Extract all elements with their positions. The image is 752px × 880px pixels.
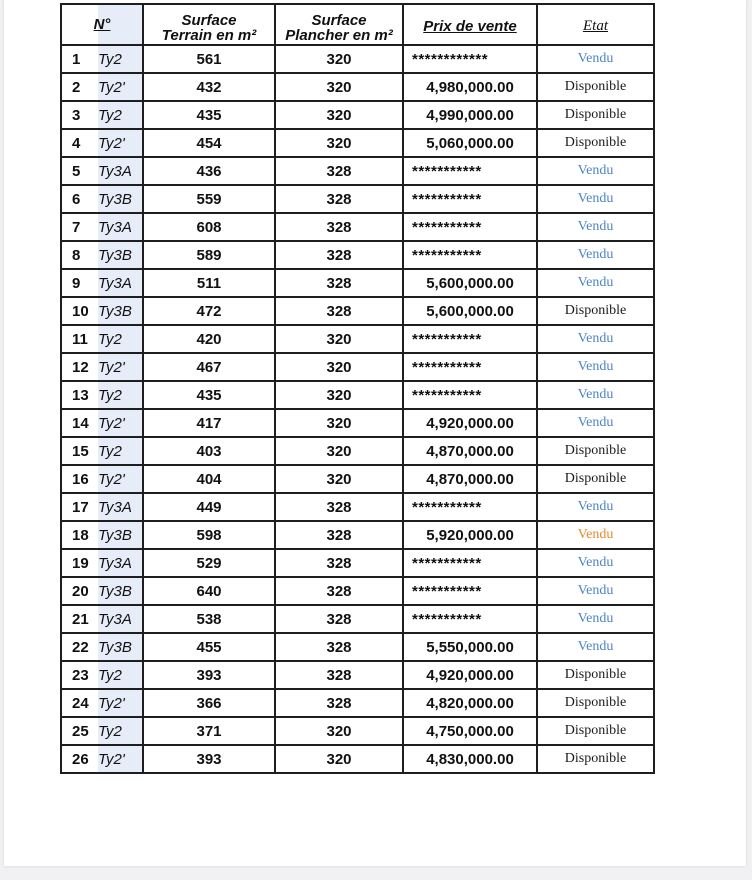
lot-type: Ty3B <box>98 190 132 208</box>
lot-number: 14 <box>72 414 89 432</box>
status-cell: Vendu <box>537 549 654 577</box>
terrain-cell: 511 <box>143 269 275 297</box>
lot-cell <box>61 689 143 717</box>
terrain-cell: 436 <box>143 157 275 185</box>
lot-number: 9 <box>72 274 81 292</box>
status-cell: Vendu <box>537 493 654 521</box>
lots-table <box>60 3 655 774</box>
lot-number: 18 <box>72 526 89 544</box>
terrain-cell: 455 <box>143 633 275 661</box>
header-terrain-line1: Surface <box>181 12 237 29</box>
lot-type: Ty2 <box>98 442 122 460</box>
terrain-cell: 403 <box>143 437 275 465</box>
lot-type: Ty2' <box>98 750 125 768</box>
lot-number: 5 <box>72 162 81 180</box>
lot-cell <box>61 493 143 521</box>
lot-type: Ty3A <box>98 218 132 236</box>
plancher-cell: 328 <box>275 661 403 689</box>
status-cell: Disponible <box>537 73 654 101</box>
plancher-cell: 328 <box>275 241 403 269</box>
plancher-cell: 328 <box>275 689 403 717</box>
lot-number: 25 <box>72 722 89 740</box>
lot-number: 3 <box>72 106 81 124</box>
lot-type: Ty2 <box>98 50 122 68</box>
status-cell: Disponible <box>537 129 654 157</box>
header-plancher <box>275 4 403 45</box>
status-cell: Vendu <box>537 45 654 73</box>
table-row <box>61 409 654 437</box>
document-page <box>4 0 746 866</box>
status-cell: Disponible <box>537 745 654 773</box>
lot-type: Ty3B <box>98 582 132 600</box>
lot-number: 13 <box>72 386 89 404</box>
table-row <box>61 381 654 409</box>
lot-cell <box>61 437 143 465</box>
lot-cell <box>61 409 143 437</box>
lot-cell <box>61 577 143 605</box>
plancher-cell: 320 <box>275 437 403 465</box>
price-cell: *********** <box>403 213 537 241</box>
lot-number: 1 <box>72 50 81 68</box>
header-terrain-line2: Terrain en m² <box>161 27 257 44</box>
terrain-cell: 393 <box>143 661 275 689</box>
lot-number: 10 <box>72 302 89 320</box>
lot-number: 4 <box>72 134 81 152</box>
table-row <box>61 633 654 661</box>
plancher-cell: 320 <box>275 353 403 381</box>
lot-cell <box>61 101 143 129</box>
lot-cell <box>61 353 143 381</box>
status-cell: Disponible <box>537 689 654 717</box>
lot-cell <box>61 213 143 241</box>
lot-number: 17 <box>72 498 89 516</box>
status-cell: Vendu <box>537 241 654 269</box>
plancher-cell: 320 <box>275 325 403 353</box>
lot-number: 2 <box>72 78 81 96</box>
price-cell: *********** <box>403 157 537 185</box>
lot-type: Ty2 <box>98 666 122 684</box>
table-header-row <box>61 4 654 45</box>
lot-cell <box>61 45 143 73</box>
plancher-cell: 320 <box>275 101 403 129</box>
price-cell: 4,920,000.00 <box>403 409 537 437</box>
lot-type: Ty2 <box>98 330 122 348</box>
status-cell: Vendu <box>537 269 654 297</box>
price-cell: 4,990,000.00 <box>403 101 537 129</box>
table-row <box>61 325 654 353</box>
lot-cell <box>61 241 143 269</box>
table-row <box>61 521 654 549</box>
price-cell: 4,820,000.00 <box>403 689 537 717</box>
table-row <box>61 353 654 381</box>
plancher-cell: 328 <box>275 185 403 213</box>
status-cell: Vendu <box>537 605 654 633</box>
plancher-cell: 328 <box>275 297 403 325</box>
lot-type: Ty2' <box>98 78 125 96</box>
terrain-cell: 538 <box>143 605 275 633</box>
plancher-cell: 320 <box>275 45 403 73</box>
lot-number: 24 <box>72 694 89 712</box>
price-cell: 4,980,000.00 <box>403 73 537 101</box>
lot-type: Ty3B <box>98 526 132 544</box>
plancher-cell: 328 <box>275 605 403 633</box>
table-row <box>61 269 654 297</box>
lot-cell <box>61 661 143 689</box>
plancher-cell: 328 <box>275 157 403 185</box>
lot-type: Ty2' <box>98 414 125 432</box>
plancher-cell: 328 <box>275 633 403 661</box>
price-cell: 5,060,000.00 <box>403 129 537 157</box>
lot-cell <box>61 129 143 157</box>
table-row <box>61 297 654 325</box>
status-cell: Disponible <box>537 661 654 689</box>
terrain-cell: 432 <box>143 73 275 101</box>
price-cell: 4,750,000.00 <box>403 717 537 745</box>
table-row <box>61 437 654 465</box>
status-cell: Vendu <box>537 409 654 437</box>
terrain-cell: 467 <box>143 353 275 381</box>
price-cell: *********** <box>403 493 537 521</box>
lot-number: 12 <box>72 358 89 376</box>
lot-type: Ty2' <box>98 358 125 376</box>
lot-number: 6 <box>72 190 81 208</box>
lot-type: Ty2' <box>98 134 125 152</box>
status-cell: Vendu <box>537 633 654 661</box>
terrain-cell: 449 <box>143 493 275 521</box>
lot-cell <box>61 521 143 549</box>
price-cell: *********** <box>403 381 537 409</box>
header-prix: Prix de vente <box>403 4 537 45</box>
lot-number: 23 <box>72 666 89 684</box>
terrain-cell: 589 <box>143 241 275 269</box>
lot-type: Ty2' <box>98 470 125 488</box>
terrain-cell: 404 <box>143 465 275 493</box>
lot-cell <box>61 605 143 633</box>
table-row <box>61 549 654 577</box>
price-cell: 4,920,000.00 <box>403 661 537 689</box>
table-row <box>61 661 654 689</box>
status-cell: Vendu <box>537 213 654 241</box>
lot-type: Ty2 <box>98 386 122 404</box>
status-cell: Vendu <box>537 325 654 353</box>
header-num: N° <box>61 4 143 45</box>
terrain-cell: 608 <box>143 213 275 241</box>
table-row <box>61 493 654 521</box>
price-cell: *********** <box>403 185 537 213</box>
lot-type: Ty3A <box>98 554 132 572</box>
lot-type: Ty3A <box>98 610 132 628</box>
lot-cell <box>61 633 143 661</box>
terrain-cell: 454 <box>143 129 275 157</box>
price-cell: *********** <box>403 241 537 269</box>
table-row <box>61 689 654 717</box>
lot-cell <box>61 717 143 745</box>
table-row <box>61 101 654 129</box>
lot-number: 15 <box>72 442 89 460</box>
lot-number: 19 <box>72 554 89 572</box>
terrain-cell: 393 <box>143 745 275 773</box>
price-cell: 5,550,000.00 <box>403 633 537 661</box>
terrain-cell: 371 <box>143 717 275 745</box>
lot-type: Ty3B <box>98 302 132 320</box>
status-cell: Vendu <box>537 577 654 605</box>
table-row <box>61 45 654 73</box>
plancher-cell: 320 <box>275 73 403 101</box>
table-row <box>61 129 654 157</box>
price-cell: 4,870,000.00 <box>403 437 537 465</box>
table-row <box>61 241 654 269</box>
price-cell: 4,870,000.00 <box>403 465 537 493</box>
lot-cell <box>61 73 143 101</box>
header-plancher-line1: Surface <box>311 12 367 29</box>
plancher-cell: 320 <box>275 717 403 745</box>
table-row <box>61 73 654 101</box>
lot-type: Ty3A <box>98 274 132 292</box>
terrain-cell: 472 <box>143 297 275 325</box>
lot-type: Ty3B <box>98 246 132 264</box>
table-row <box>61 745 654 773</box>
header-plancher-line2: Plancher en m² <box>285 27 393 44</box>
plancher-cell: 328 <box>275 577 403 605</box>
terrain-cell: 420 <box>143 325 275 353</box>
status-cell: Vendu <box>537 157 654 185</box>
lot-type: Ty3A <box>98 162 132 180</box>
header-etat: Etat <box>537 4 654 45</box>
lot-cell <box>61 549 143 577</box>
lot-type: Ty3B <box>98 638 132 656</box>
status-cell: Disponible <box>537 465 654 493</box>
lot-type: Ty2 <box>98 722 122 740</box>
price-cell: 5,600,000.00 <box>403 297 537 325</box>
lot-number: 7 <box>72 218 81 236</box>
lot-cell <box>61 745 143 773</box>
terrain-cell: 417 <box>143 409 275 437</box>
status-cell: Disponible <box>537 437 654 465</box>
status-cell: Disponible <box>537 297 654 325</box>
lot-type: Ty3A <box>98 498 132 516</box>
price-cell: *********** <box>403 353 537 381</box>
terrain-cell: 435 <box>143 381 275 409</box>
table-container <box>60 3 655 774</box>
lot-cell <box>61 269 143 297</box>
status-cell: Disponible <box>537 101 654 129</box>
plancher-cell: 328 <box>275 213 403 241</box>
price-cell: *********** <box>403 325 537 353</box>
terrain-cell: 435 <box>143 101 275 129</box>
table-row <box>61 185 654 213</box>
plancher-cell: 320 <box>275 465 403 493</box>
lot-cell <box>61 325 143 353</box>
lot-number: 11 <box>72 330 88 348</box>
lot-number: 21 <box>72 610 89 628</box>
table-row <box>61 577 654 605</box>
plancher-cell: 328 <box>275 549 403 577</box>
lot-cell <box>61 465 143 493</box>
price-cell: *********** <box>403 605 537 633</box>
plancher-cell: 328 <box>275 521 403 549</box>
price-cell: 5,920,000.00 <box>403 521 537 549</box>
table-row <box>61 465 654 493</box>
table-body <box>61 45 654 773</box>
lot-cell <box>61 185 143 213</box>
lot-number: 16 <box>72 470 89 488</box>
plancher-cell: 320 <box>275 745 403 773</box>
lot-number: 26 <box>72 750 89 768</box>
table-row <box>61 717 654 745</box>
terrain-cell: 598 <box>143 521 275 549</box>
status-cell: Vendu <box>537 521 654 549</box>
header-terrain <box>143 4 275 45</box>
lot-cell <box>61 297 143 325</box>
plancher-cell: 320 <box>275 409 403 437</box>
plancher-cell: 320 <box>275 381 403 409</box>
terrain-cell: 366 <box>143 689 275 717</box>
price-cell: 5,600,000.00 <box>403 269 537 297</box>
table-row <box>61 213 654 241</box>
lot-number: 20 <box>72 582 89 600</box>
lot-cell <box>61 157 143 185</box>
lot-number: 22 <box>72 638 89 656</box>
table-row <box>61 605 654 633</box>
status-cell: Vendu <box>537 185 654 213</box>
plancher-cell: 328 <box>275 493 403 521</box>
terrain-cell: 640 <box>143 577 275 605</box>
status-cell: Disponible <box>537 717 654 745</box>
price-cell: *********** <box>403 549 537 577</box>
lot-type: Ty2' <box>98 694 125 712</box>
price-cell: ************ <box>403 45 537 73</box>
lot-cell <box>61 381 143 409</box>
terrain-cell: 561 <box>143 45 275 73</box>
price-cell: 4,830,000.00 <box>403 745 537 773</box>
plancher-cell: 328 <box>275 269 403 297</box>
table-row <box>61 157 654 185</box>
terrain-cell: 529 <box>143 549 275 577</box>
price-cell: *********** <box>403 577 537 605</box>
lot-type: Ty2 <box>98 106 122 124</box>
status-cell: Vendu <box>537 353 654 381</box>
terrain-cell: 559 <box>143 185 275 213</box>
lot-number: 8 <box>72 246 81 264</box>
plancher-cell: 320 <box>275 129 403 157</box>
status-cell: Vendu <box>537 381 654 409</box>
